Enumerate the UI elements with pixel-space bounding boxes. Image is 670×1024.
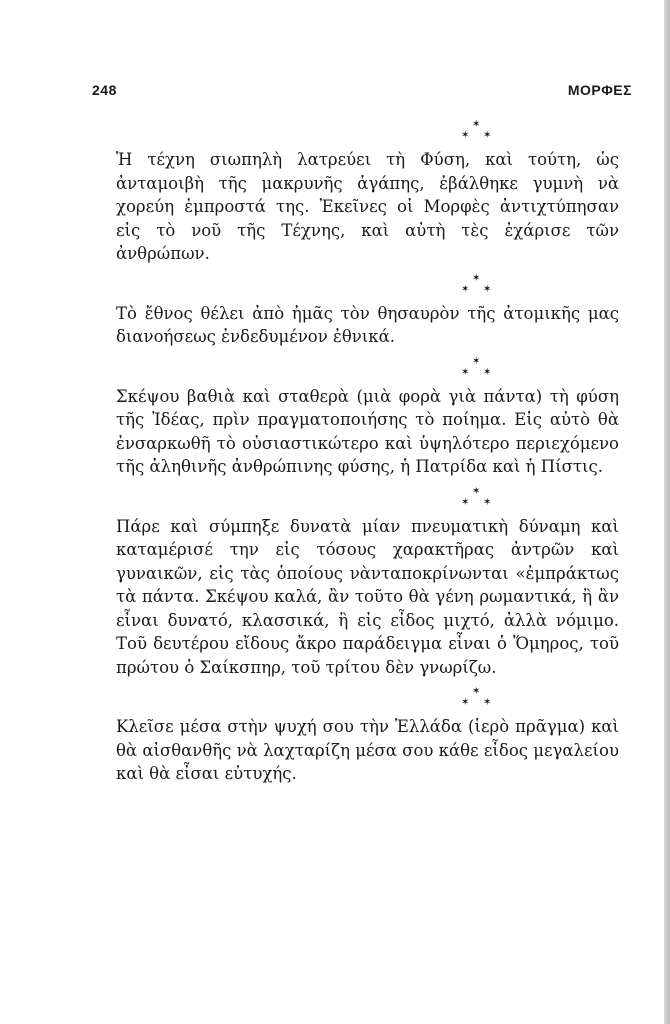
star-icon: ✶: [483, 496, 492, 508]
aphorism-section: [116, 487, 619, 680]
star-icon: ✶: [461, 130, 470, 141]
asterism-separator: [461, 487, 491, 515]
aphorism-paragraph: Πάρε καὶ σύμπηξε δυνατὰ μίαν πνευματικὴ δύναμη καὶ καταμέρισέ την εἰς τόσους χαρακτῆρας ἀντρῶν καὶ γυναικῶν, εἰς τὰς ὁποίους νὰνταποκρίνωνται «ἐμπράκτως τὰ πάντα. Σκέψου καλά, ἂν τοῦτο θὰ γένη ρωμαντικά, ἢ ἂν εἶναι δυνατό, κλασσικά, ἢ εἰς εἶδος μιχτό, ἀλλὰ νόμιμο. Τοῦ δευτέρου εἴδους ἄκρο παράδειγμα εἶναι ὁ Ὅμηρος, τοῦ πρώτου ὁ Σαίκσπηρ, τοῦ τρίτου δὲν γνωρίζω.: [116, 516, 619, 677]
aphorism-paragraph: Τὸ ἔθνος θέλει ἀπὸ ἡμᾶς τὸν θησαυρὸν τῆς ἀτομικῆς μας διανοήσεως ἐνδεδυμένον ἐθνικά.: [116, 303, 619, 346]
star-icon: ✶: [483, 366, 492, 378]
asterism-separator: [461, 120, 491, 148]
star-icon: ✶: [483, 130, 492, 141]
aphorism-section: [116, 687, 619, 786]
star-icon: ✶: [483, 283, 492, 295]
star-icon: ✶: [472, 485, 481, 497]
star-icon: ✶: [483, 697, 492, 708]
page-body: [116, 120, 619, 794]
aphorism-section: [116, 274, 619, 349]
star-icon: ✶: [461, 697, 470, 708]
aphorism-paragraph: Σκέψου βαθιὰ καὶ σταθερὰ (μιὰ φορὰ γιὰ πάντα) τὴ φύση τῆς Ἰδέας, πρὶν πραγματοποιήσης τὸ ποίημα. Εἰς αὐτὸ θὰ ἐνσαρκωθῆ τὸ οὐσιαστικώτερο καὶ ὑψηλότερο περιεχόμενο τῆς ἀληθινῆς ἀνθρώπινης φύσης, ἡ Πατρίδα καὶ ἡ Πίστις.: [116, 386, 619, 476]
star-icon: ✶: [461, 283, 470, 295]
aphorism-section: [116, 120, 619, 266]
asterism-separator: [461, 274, 491, 302]
aphorism-section: [116, 357, 619, 479]
aphorism-paragraph: Ἡ τέχνη σιωπηλὴ λατρεύει τὴ Φύση, καὶ τούτη, ὡς ἀνταμοιβὴ τῆς μακρυνῆς ἀγάπης, ἐβάλθηκε γυμνὴ νὰ χορεύη ἐμπροστά της. Ἐκεῖνες οἱ Μορφὲς ἀντιχτύπησαν εἰς τὸ νοῦ τῆς Τέχνης, καὶ αὐτὴ τὲς ἐχάρισε τῶν ἀνθρώπων.: [116, 150, 619, 263]
star-icon: ✶: [472, 686, 481, 697]
page-number: 248: [92, 82, 117, 98]
aphorism-paragraph: Κλεῖσε μέσα στὴν ψυχή σου τὴν Ἑλλάδα (ἱερὸ πρᾶγμα) καὶ θὰ αἰσθανθῆς νὰ λαχταρίζη μέσα σου κάθε εἶδος μεγαλείου καὶ θὰ εἶσαι εὐτυχής.: [116, 717, 619, 783]
asterism-separator: [461, 687, 491, 715]
star-icon: ✶: [461, 496, 470, 508]
star-icon: ✶: [472, 272, 481, 284]
star-icon: ✶: [461, 366, 470, 378]
asterism-separator: [461, 357, 491, 385]
star-icon: ✶: [472, 355, 481, 367]
star-icon: ✶: [472, 119, 481, 130]
page-edge-shadow: [664, 0, 670, 1024]
page-header: [92, 82, 632, 106]
running-title: ΜΟΡΦΕΣ: [567, 82, 632, 98]
